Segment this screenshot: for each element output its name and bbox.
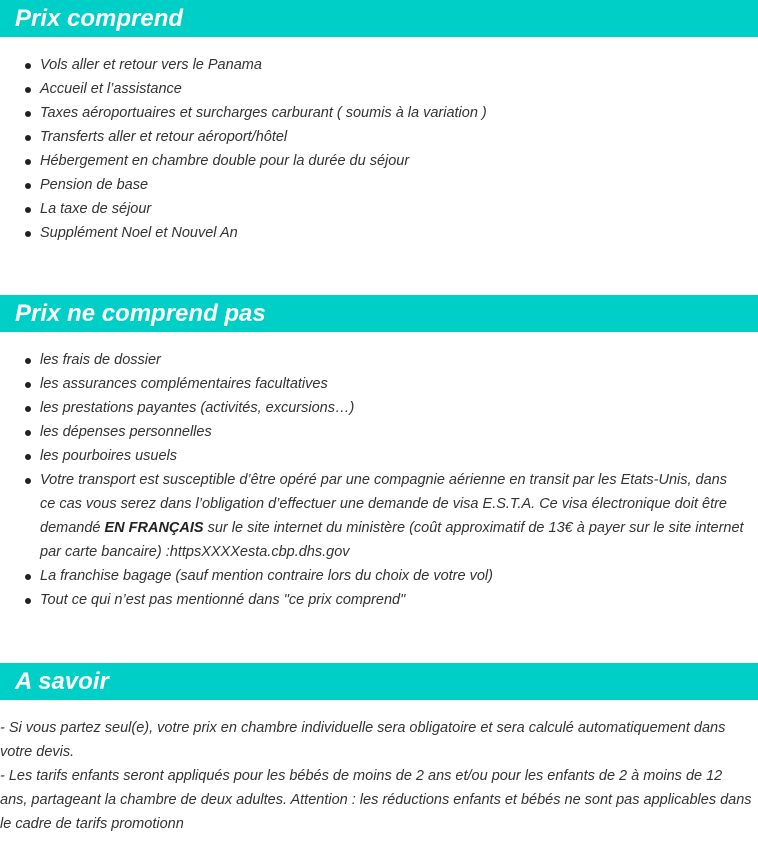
section-header-info (0, 663, 758, 700)
list-item: Tout ce qui n’est pas mentionné dans "ce prix comprend" (0, 588, 758, 612)
bullet-icon (25, 231, 31, 237)
list-item-esta-notice (0, 468, 758, 564)
esta-notice-text: Votre transport est susceptible d’être opéré par une compagnie aérienne en transit par les Etats-Unis, dans ce cas vous serez dans l’obligation d’effectuer une demande de visa E.S.T.A. Ce visa électronique doit être demandé (40, 472, 728, 536)
bullet-icon (25, 159, 31, 165)
list-item: Transferts aller et retour aéroport/hôtel (0, 125, 758, 149)
bullet-icon (25, 454, 31, 460)
list-item: les prestations payantes (activités, excursions…) (0, 396, 758, 420)
bullet-icon (25, 87, 31, 93)
excluded-list (0, 348, 758, 612)
list-item: les dépenses personnelles (0, 420, 758, 444)
info-paragraph: - Si vous partez seul(e), votre prix en chambre individuelle sera obligatoire et sera calculé automatiquement dans votre devis. (0, 720, 726, 760)
list-item: Pension de base (0, 173, 758, 197)
section-title-included: Prix comprend (15, 5, 184, 32)
list-item: les assurances complémentaires facultatives (0, 372, 758, 396)
bullet-icon (25, 406, 31, 412)
section-header-excluded (0, 295, 758, 332)
bullet-icon (25, 207, 31, 213)
section-title-excluded: Prix ne comprend pas (15, 300, 266, 327)
list-item: La taxe de séjour (0, 197, 758, 221)
bullet-icon (25, 358, 31, 364)
list-item: Taxes aéroportuaires et surcharges carburant ( soumis à la variation ) (0, 101, 758, 125)
bullet-icon (25, 598, 31, 604)
list-item: Vols aller et retour vers le Panama (0, 53, 758, 77)
bullet-icon (25, 382, 31, 388)
info-paragraph: - Les tarifs enfants seront appliqués pour les bébés de moins de 2 ans et/ou pour les enfants de 2 à moins de 12 ans, partageant la chambre de deux adultes. Attention : les réductions enfants et bébés ne sont pas applicables dans le cadre de tarifs promotionn (0, 768, 752, 832)
bullet-icon (25, 135, 31, 141)
list-item: La franchise bagage (sauf mention contraire lors du choix de votre vol) (0, 564, 758, 588)
esta-notice-text-end: sur le site internet du ministère (coût approximatif de 13€ à payer sur le site internet par carte bancaire) :httpsXXXXesta.cbp.dhs.gov (40, 520, 744, 560)
included-list (0, 53, 758, 245)
list-item: Hébergement en chambre double pour la durée du séjour (0, 149, 758, 173)
bullet-icon (25, 111, 31, 117)
bullet-icon (25, 183, 31, 189)
bullet-icon (25, 430, 31, 436)
bullet-icon (25, 63, 31, 69)
list-item: Supplément Noel et Nouvel An (0, 221, 758, 245)
list-item: Accueil et l’assistance (0, 77, 758, 101)
section-title-info: A savoir (15, 668, 109, 695)
esta-notice-emphasis: EN FRANÇAIS (104, 520, 204, 536)
info-notes (0, 716, 758, 836)
bullet-icon (25, 574, 31, 580)
list-item: les pourboires usuels (0, 444, 758, 468)
section-header-included (0, 0, 758, 37)
bullet-icon (25, 478, 31, 484)
list-item: les frais de dossier (0, 348, 758, 372)
